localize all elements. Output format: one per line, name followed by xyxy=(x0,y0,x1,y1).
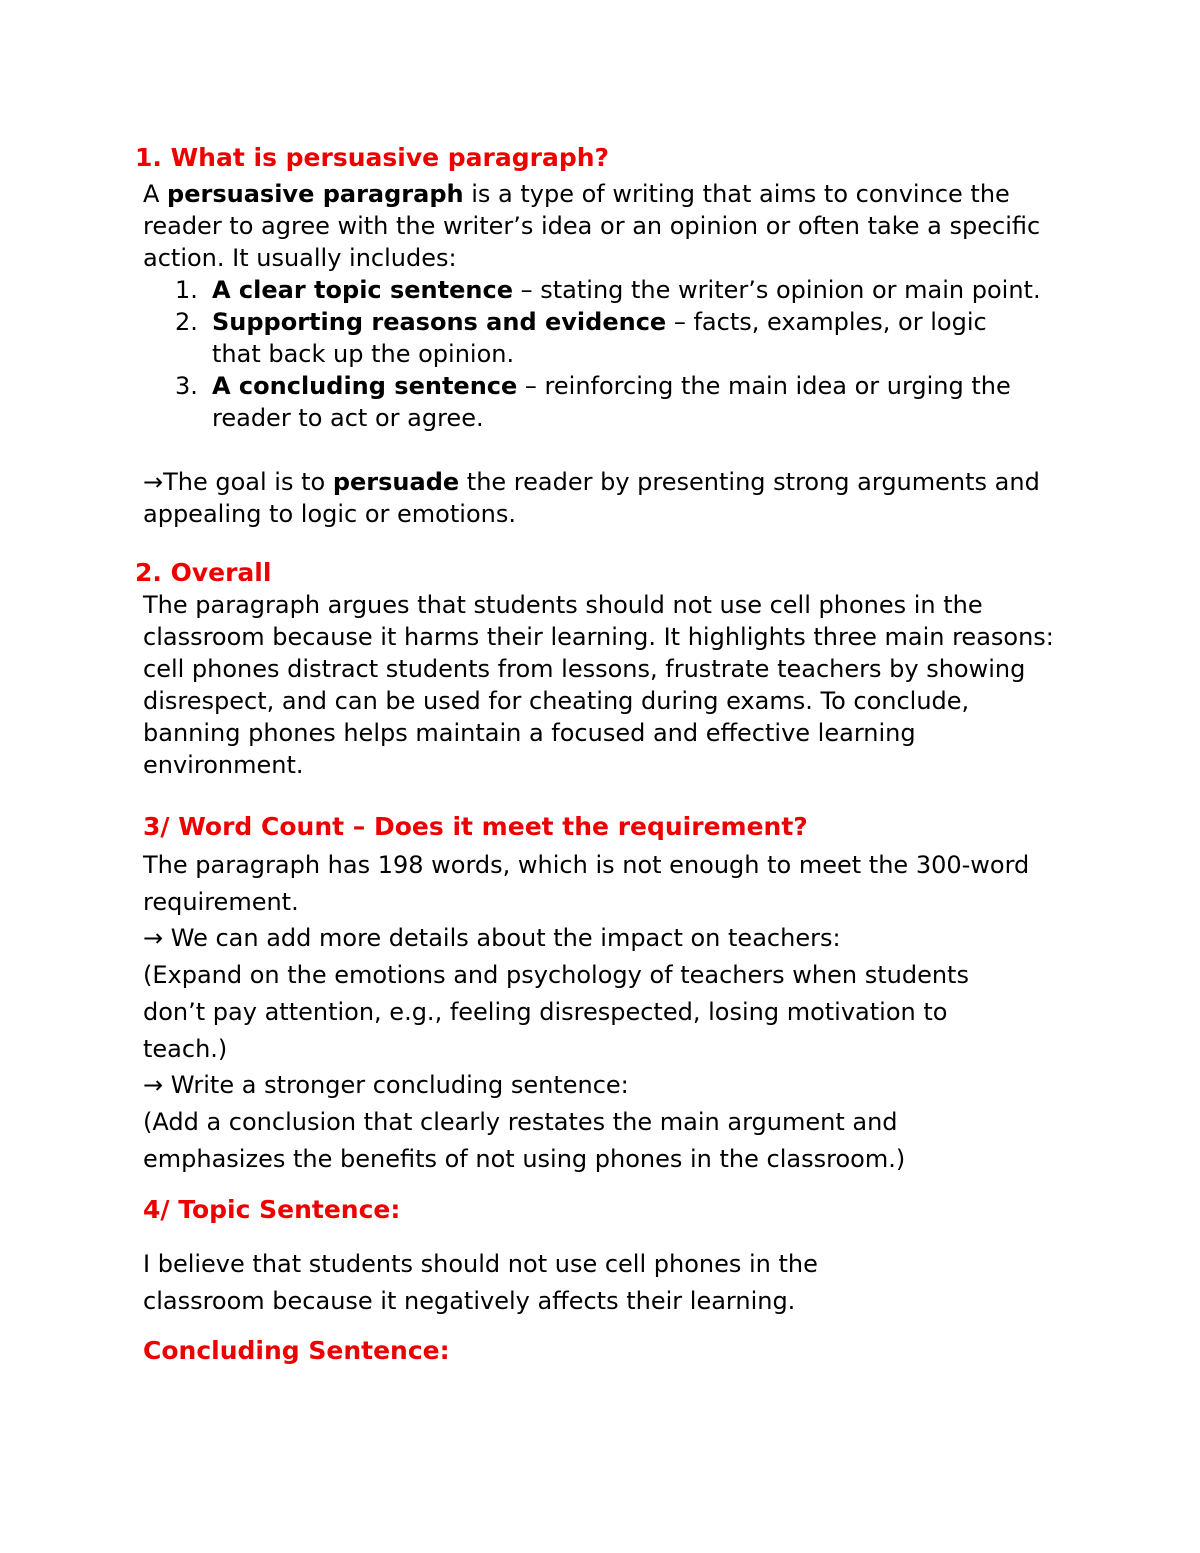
section3-body xyxy=(143,847,1033,1177)
word-count-text: The paragraph has 198 words, which is not enough to meet the 300-word requirement. xyxy=(143,851,1030,916)
section2-body: The paragraph argues that students should not use cell phones in the classroom because it harms their learning. It highlights three main reasons: cell phones distract students from lessons, frustrate teachers by showing disrespect, and can be used for cheating during exams. To conclude, banning phones helps maintain a focused and effective learning environment. xyxy=(143,591,1054,779)
list-item: 1. A clear topic sentence – stating the writer’s opinion or main point. xyxy=(175,276,1041,304)
section1-heading: 1. What is persuasive paragraph? xyxy=(135,143,610,172)
section3-heading: 3/ Word Count – Does it meet the requirement? xyxy=(143,812,808,841)
suggestion-1-detail: (Expand on the emotions and psychology of teachers when students don’t pay attention, e.g., feeling disrespected, losing motivation to teach.) xyxy=(143,961,969,1063)
intro-bold-term: persuasive paragraph xyxy=(167,180,464,208)
suggestion-2: → Write a stronger concluding sentence: xyxy=(143,1071,629,1100)
suggestion-2-detail: (Add a conclusion that clearly restates the main argument and emphasizes the benefits of not using phones in the classroom.) xyxy=(143,1107,906,1173)
section1-list xyxy=(143,274,1043,434)
section5-heading: Concluding Sentence: xyxy=(143,1336,450,1365)
section2-heading: 2. Overall xyxy=(135,558,272,587)
section4-body: I believe that students should not use cell phones in the classroom because it negatively affects their learning. xyxy=(143,1250,818,1315)
section1-intro: A persuasive paragraph is a type of writing that aims to convince the reader to agree with the writer’s idea or an opinion or often take a specific action. It usually includes: xyxy=(143,180,1041,272)
list-item: 2. Supporting reasons and evidence – facts, examples, or logic that back up the opinion. xyxy=(175,308,987,368)
list-item: 3. A concluding sentence – reinforcing the main idea or urging the reader to act or agree. xyxy=(175,372,1011,432)
suggestion-1: → We can add more details about the impact on teachers: xyxy=(143,924,841,953)
section4-heading: 4/ Topic Sentence: xyxy=(143,1195,401,1224)
section1-goal: →The goal is to persuade the reader by presenting strong arguments and appealing to logic or emotions. xyxy=(143,468,1040,528)
